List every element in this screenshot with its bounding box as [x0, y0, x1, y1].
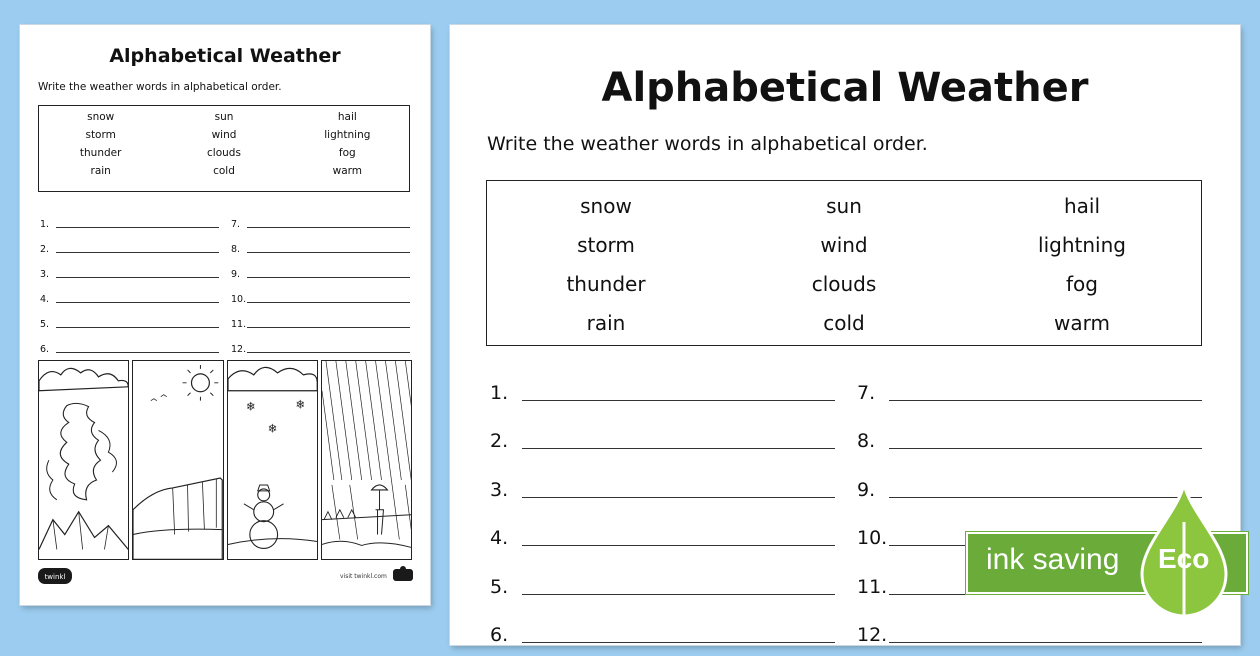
answer-line[interactable]: 10. — [857, 511, 1202, 560]
ink-saving-text: ink saving — [986, 543, 1119, 577]
rain-illustration — [321, 360, 412, 560]
word: snow — [487, 194, 725, 218]
answer-line[interactable]: 6. — [490, 608, 835, 656]
word: thunder — [39, 147, 162, 159]
word: wind — [162, 129, 285, 141]
word-bank — [486, 180, 1202, 346]
word: fog — [286, 147, 409, 159]
word: fog — [963, 272, 1201, 296]
word: storm — [487, 233, 725, 257]
word: cold — [162, 165, 285, 177]
word: rain — [487, 311, 725, 335]
answer-line: 9. — [231, 255, 410, 280]
word: clouds — [162, 147, 285, 159]
footer-badge-icon — [392, 566, 414, 588]
answer-line: 2. — [40, 230, 219, 255]
answer-lines — [490, 365, 1202, 655]
answer-line: 10. — [231, 280, 410, 305]
twinkl-logo — [38, 568, 72, 588]
answer-line[interactable]: 4. — [490, 511, 835, 560]
word: lightning — [286, 129, 409, 141]
word: wind — [725, 233, 963, 257]
answer-line[interactable]: 11. — [857, 559, 1202, 608]
answer-line[interactable]: 12. — [857, 608, 1202, 656]
answer-line: 12. — [231, 330, 410, 355]
preview-title: Alphabetical Weather — [20, 45, 430, 67]
word: lightning — [963, 233, 1201, 257]
word: warm — [963, 311, 1201, 335]
word: sun — [725, 194, 963, 218]
snow-illustration — [227, 360, 318, 560]
word: hail — [963, 194, 1201, 218]
answer-line: 5. — [40, 305, 219, 330]
word: sun — [162, 111, 285, 123]
svg-text:❄: ❄ — [267, 421, 277, 435]
word: clouds — [725, 272, 963, 296]
answer-line: 7. — [231, 205, 410, 230]
word: cold — [725, 311, 963, 335]
answer-line: 1. — [40, 205, 219, 230]
word: hail — [286, 111, 409, 123]
answer-line[interactable]: 1. — [490, 365, 835, 414]
eco-label: Eco — [1158, 543, 1209, 575]
answer-line[interactable]: 5. — [490, 559, 835, 608]
preview-answer-lines — [40, 205, 410, 355]
instruction-text: Write the weather words in alphabetical order. — [487, 133, 928, 155]
word: thunder — [487, 272, 725, 296]
preview-sheet — [20, 25, 430, 605]
answer-line[interactable]: 7. — [857, 365, 1202, 414]
preview-instruction: Write the weather words in alphabetical order. — [38, 81, 282, 93]
word: snow — [39, 111, 162, 123]
svg-text:❄: ❄ — [295, 398, 305, 412]
storm-illustration — [38, 360, 129, 560]
answer-line: 4. — [40, 280, 219, 305]
page-title: Alphabetical Weather — [450, 65, 1240, 111]
word: warm — [286, 165, 409, 177]
svg-text:twinkl: twinkl — [45, 573, 66, 581]
answer-line[interactable]: 2. — [490, 414, 835, 463]
word: storm — [39, 129, 162, 141]
answer-line: 6. — [40, 330, 219, 355]
answer-line[interactable]: 8. — [857, 414, 1202, 463]
answer-line: 11. — [231, 305, 410, 330]
sun-illustration — [132, 360, 223, 560]
answer-line: 8. — [231, 230, 410, 255]
answer-line[interactable]: 9. — [857, 462, 1202, 511]
weather-illustrations — [38, 360, 412, 560]
svg-text:❄: ❄ — [245, 400, 255, 414]
answer-line[interactable]: 3. — [490, 462, 835, 511]
word: rain — [39, 165, 162, 177]
answer-line: 3. — [40, 255, 219, 280]
preview-word-bank — [38, 105, 410, 192]
footer-url: visit twinkl.com — [340, 573, 387, 580]
